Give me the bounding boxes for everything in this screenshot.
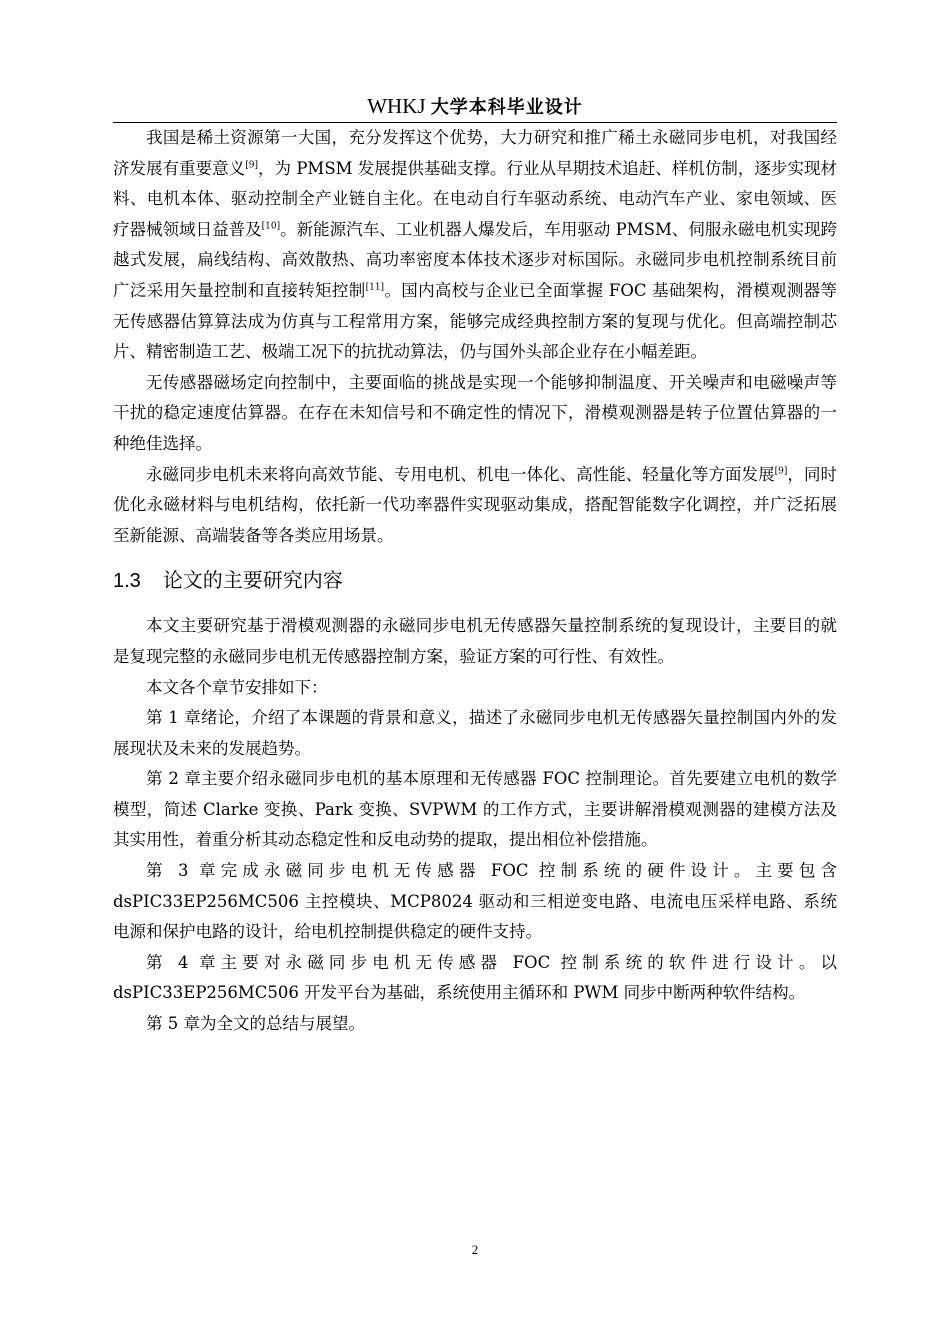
paragraph-3 — [113, 460, 837, 552]
paragraph-1-text-a: 我国是稀土资源第一大国，充分发挥这个优势，大力研究和推广稀土永磁同步电机，对我国经济发展有重要意义 — [113, 128, 837, 178]
citation-9b: [9] — [774, 466, 788, 477]
document-body — [113, 123, 837, 1040]
paragraph-1-text-b: ，为 PMSM 发展提供基础支撑。行业从早期技术追赶、样机仿制，逐步实现材料、电机本体、驱动控制全产业链自主化。在电动自行车驱动系统、电动汽车产业、家电领域、医疗器械领域日益普及 — [113, 158, 838, 239]
header-title: 大学本科毕业设计 — [430, 97, 583, 118]
chapter-3-summary: 第 3 章完成永磁同步电机无传感器 FOC 控制系统的硬件设计。主要包含 dsPIC33EP256MC506 主控模块、MCP8024 驱动和三相逆变电路、电流电压采样电路、系统电源和保护电路的设计，给电机控制提供稳定的硬件支持。 — [113, 861, 837, 942]
running-header — [113, 92, 837, 120]
paragraph-1-text-d: 。国内高校与企业已全面掌握 FOC 基础架构，滑模观测器等无传感器估算算法成为仿真与工程常用方案，能够完成经典控制方案的复现与优化。但高端控制芯片、精密制造工艺、极端工况下的抗扰动算法，仍与国外头部企业存在小幅差距。 — [113, 280, 837, 362]
citation-10: [10] — [261, 221, 281, 232]
section-number: 1.3 — [113, 570, 141, 593]
chapter-4-summary: 第 4 章主要对永磁同步电机无传感器 FOC 控制系统的软件进行设计。以 dsPIC33EP256MC506 开发平台为基础，系统使用主循环和 PWM 同步中断两种软件结构。 — [113, 952, 837, 1003]
section-paragraph-2: 本文各个章节安排如下： — [146, 677, 328, 697]
paragraph-1 — [113, 123, 837, 368]
section-paragraph-1: 本文主要研究基于滑模观测器的永磁同步电机无传感器矢量控制系统的复现设计，主要目的就是复现完整的永磁同步电机无传感器控制方案，验证方案的可行性、有效性。 — [113, 616, 837, 666]
paragraph-3-text-b: ，同时优化永磁材料与电机结构，依托新一代功率器件实现驱动集成，搭配智能数字化调控，并广泛拓展至新能源、高端装备等各类应用场景。 — [113, 464, 838, 545]
paragraph-3-text-a: 永磁同步电机未来将向高效节能、专用电机、机电一体化、高性能、轻量化等方面发展 — [146, 464, 775, 484]
header-latin: WHKJ — [367, 94, 431, 118]
page-number: 2 — [471, 1242, 479, 1257]
citation-11: [11] — [365, 282, 385, 293]
section-title: 论文的主要研究内容 — [162, 568, 343, 593]
chapter-1-summary: 第 1 章绪论，介绍了本课题的背景和意义，描述了永磁同步电机无传感器矢量控制国内外的发展现状及未来的发展趋势。 — [113, 708, 837, 758]
paragraph-2: 无传感器磁场定向控制中，主要面临的挑战是实现一个能够抑制温度、开关噪声和电磁噪声等干扰的稳定速度估算器。在存在未知信号和不确定性的情况下，滑模观测器是转子位置估算器的一种绝佳选择。 — [113, 372, 837, 453]
section-heading — [113, 565, 837, 596]
paragraph-1-text-c: 。新能源汽车、工业机器人爆发后，车用驱动 PMSM、伺服永磁电机实现跨越式发展，扁线结构、高效散热、高功率密度本体技术逐步对标国际。永磁同步电机控制系统目前广泛采用矢量控制和直接转矩控制 — [113, 219, 837, 300]
chapter-5-summary: 第 5 章为全文的总结与展望。 — [146, 1014, 365, 1034]
chapter-2-summary: 第 2 章主要介绍永磁同步电机的基本原理和无传感器 FOC 控制理论。首先要建立电机的数学模型，简述 Clarke 变换、Park 变换、SVPWM 的工作方式，主要讲解滑模观测器的建模方法及其实用性，着重分析其动态稳定性和反电动势的提取，提出相位补偿措施。 — [113, 769, 837, 850]
citation-9: [9] — [245, 160, 258, 171]
